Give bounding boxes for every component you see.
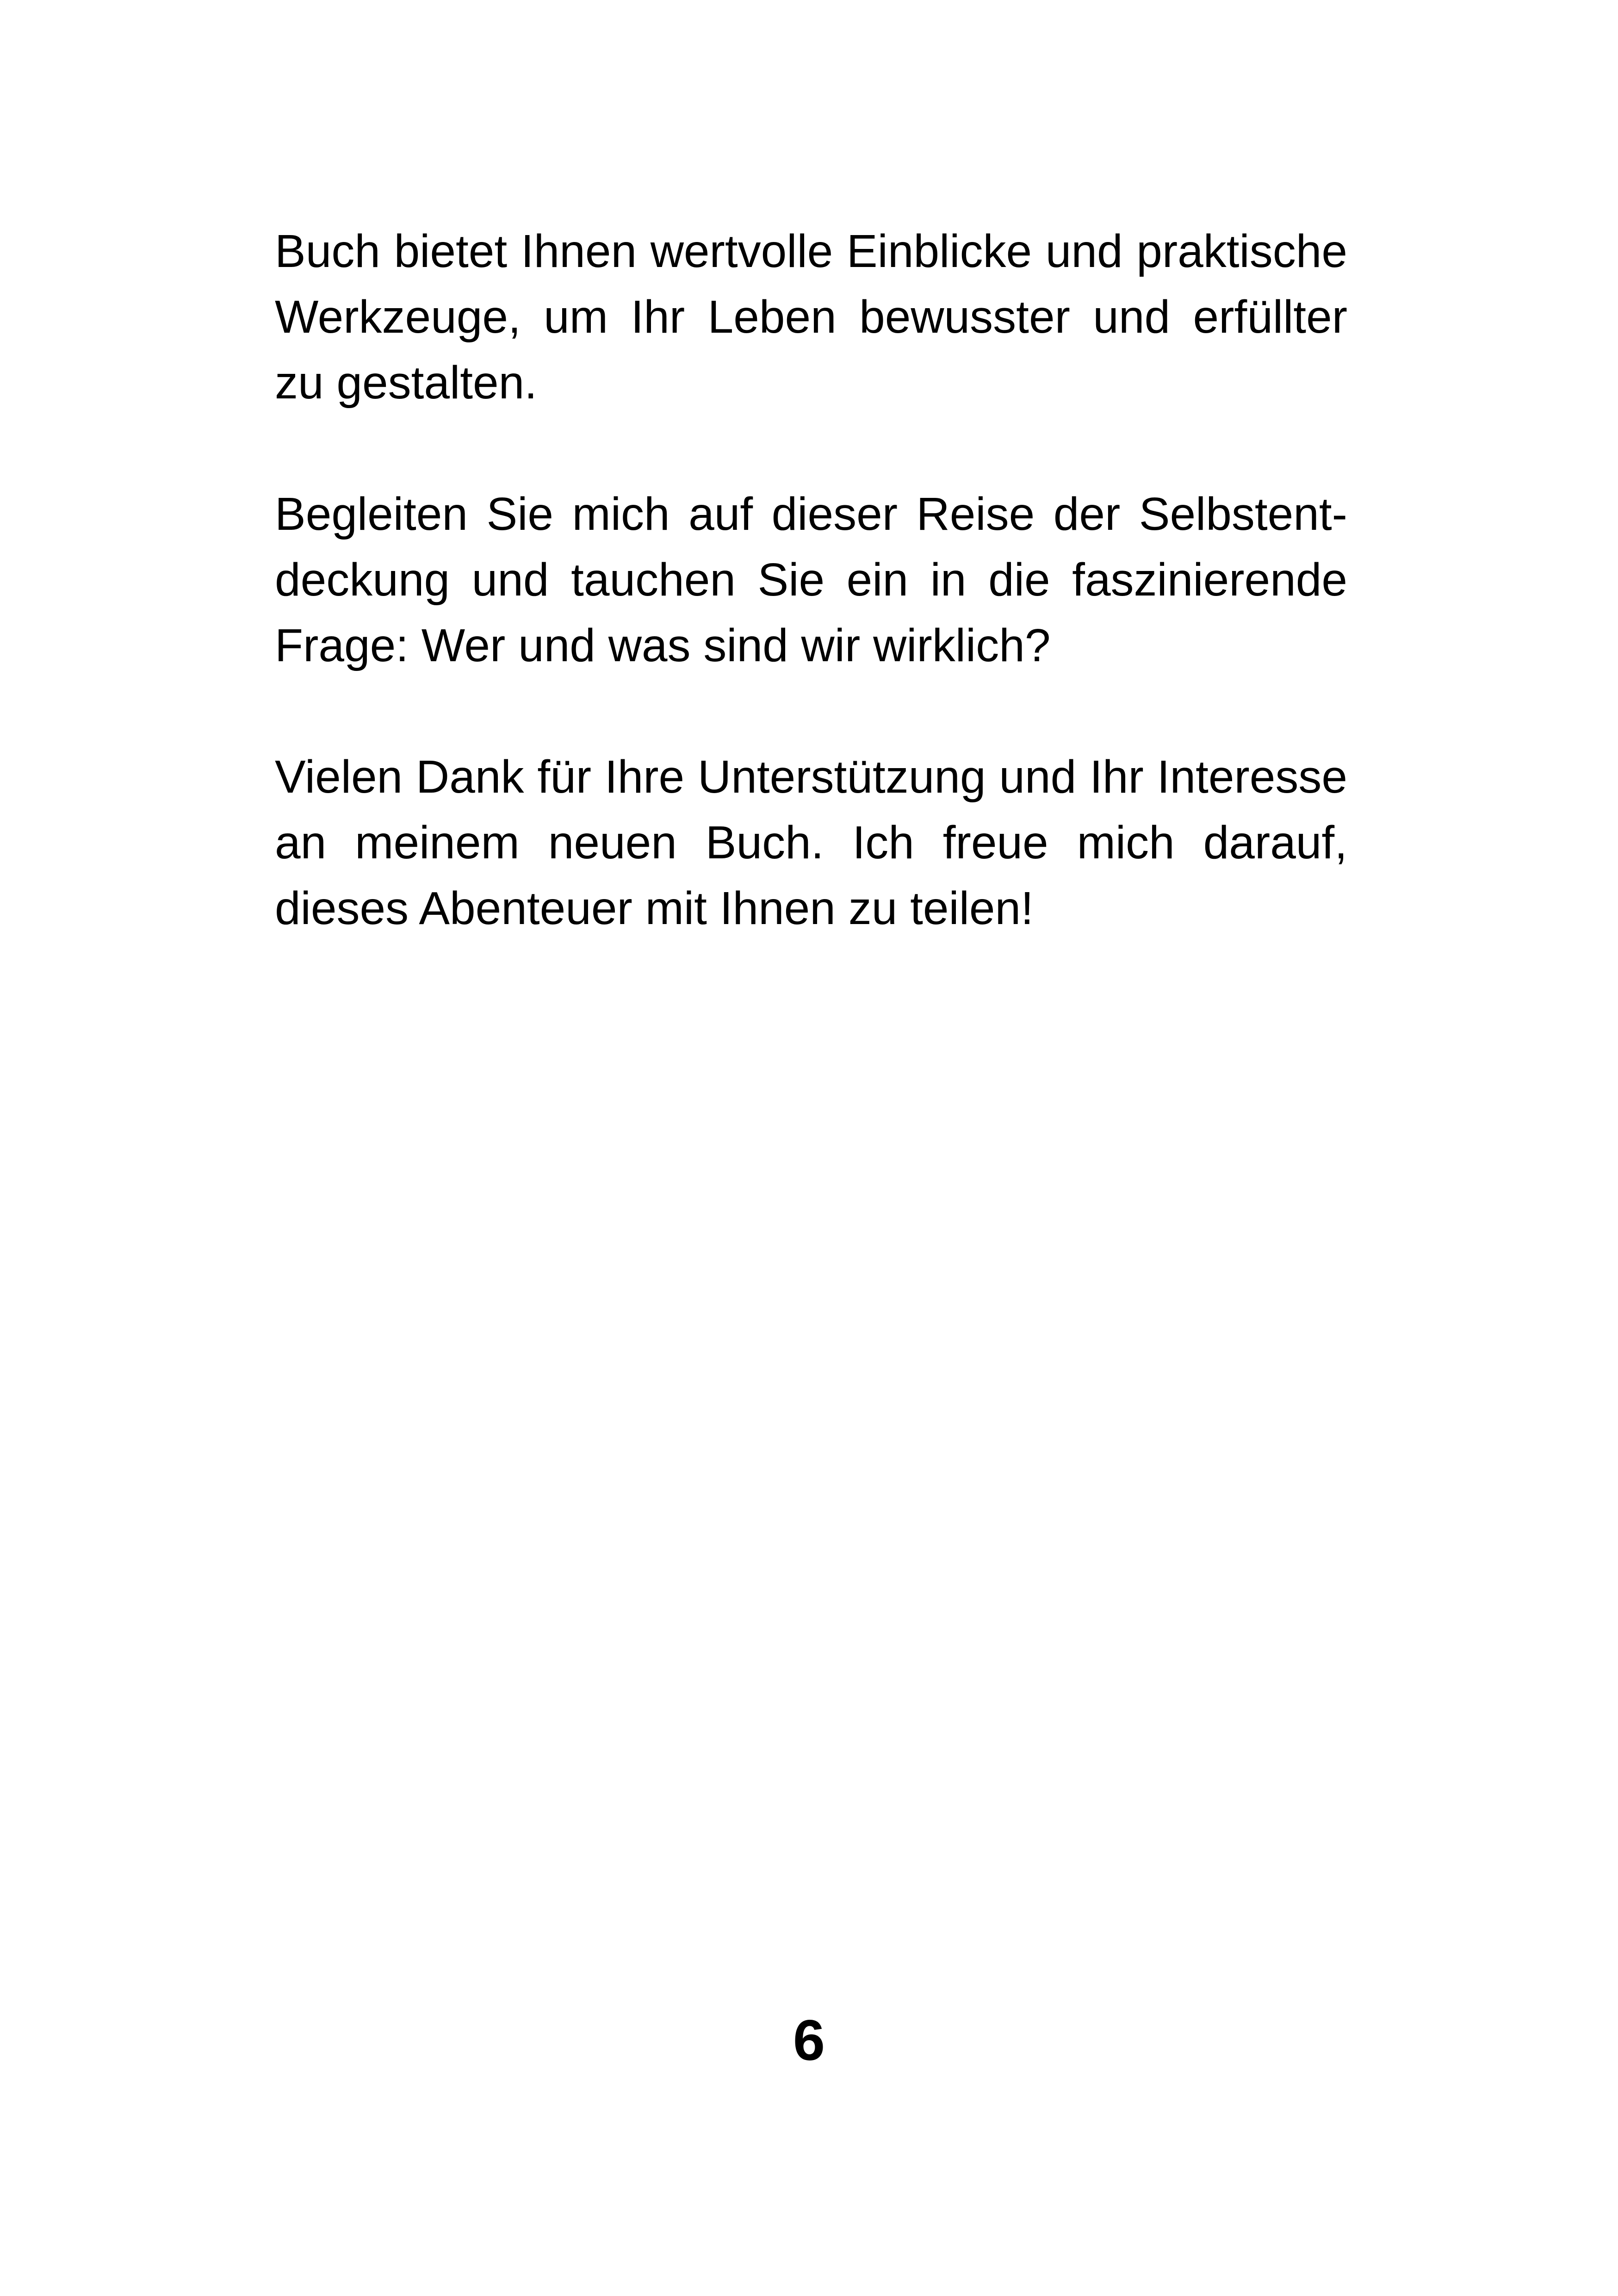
paragraph-3-line-1: Vielen Dank für Ihre Unterstützung und Ihr Interesse (275, 751, 1347, 803)
paragraph-3-line-3: dieses Abenteuer mit Ihnen zu teilen! (275, 882, 1034, 934)
paragraph-2-line-3: Frage: Wer und was sind wir wirklich? (275, 620, 1051, 671)
paragraph-2-line-1: Begleiten Sie mich auf dieser Reise der Selbstent- (275, 488, 1347, 540)
paragraph-3-line-2: an meinem neuen Buch. Ich freue mich darauf, (275, 817, 1347, 869)
paragraph-1-line-2: Werkzeuge, um Ihr Leben bewusster und erfüllter (275, 291, 1347, 343)
paragraph-gap (275, 678, 1347, 744)
body-text (275, 218, 1347, 941)
paragraph-1-line-3: zu gestalten. (275, 357, 538, 409)
paragraph-gap (275, 416, 1347, 481)
paragraph-2-line-2: deckung und tauchen Sie ein in die faszinierende (275, 554, 1347, 606)
page-number: 6 (793, 2009, 825, 2073)
paragraph-1-line-1: Buch bietet Ihnen wertvolle Einblicke und praktische (275, 225, 1347, 277)
